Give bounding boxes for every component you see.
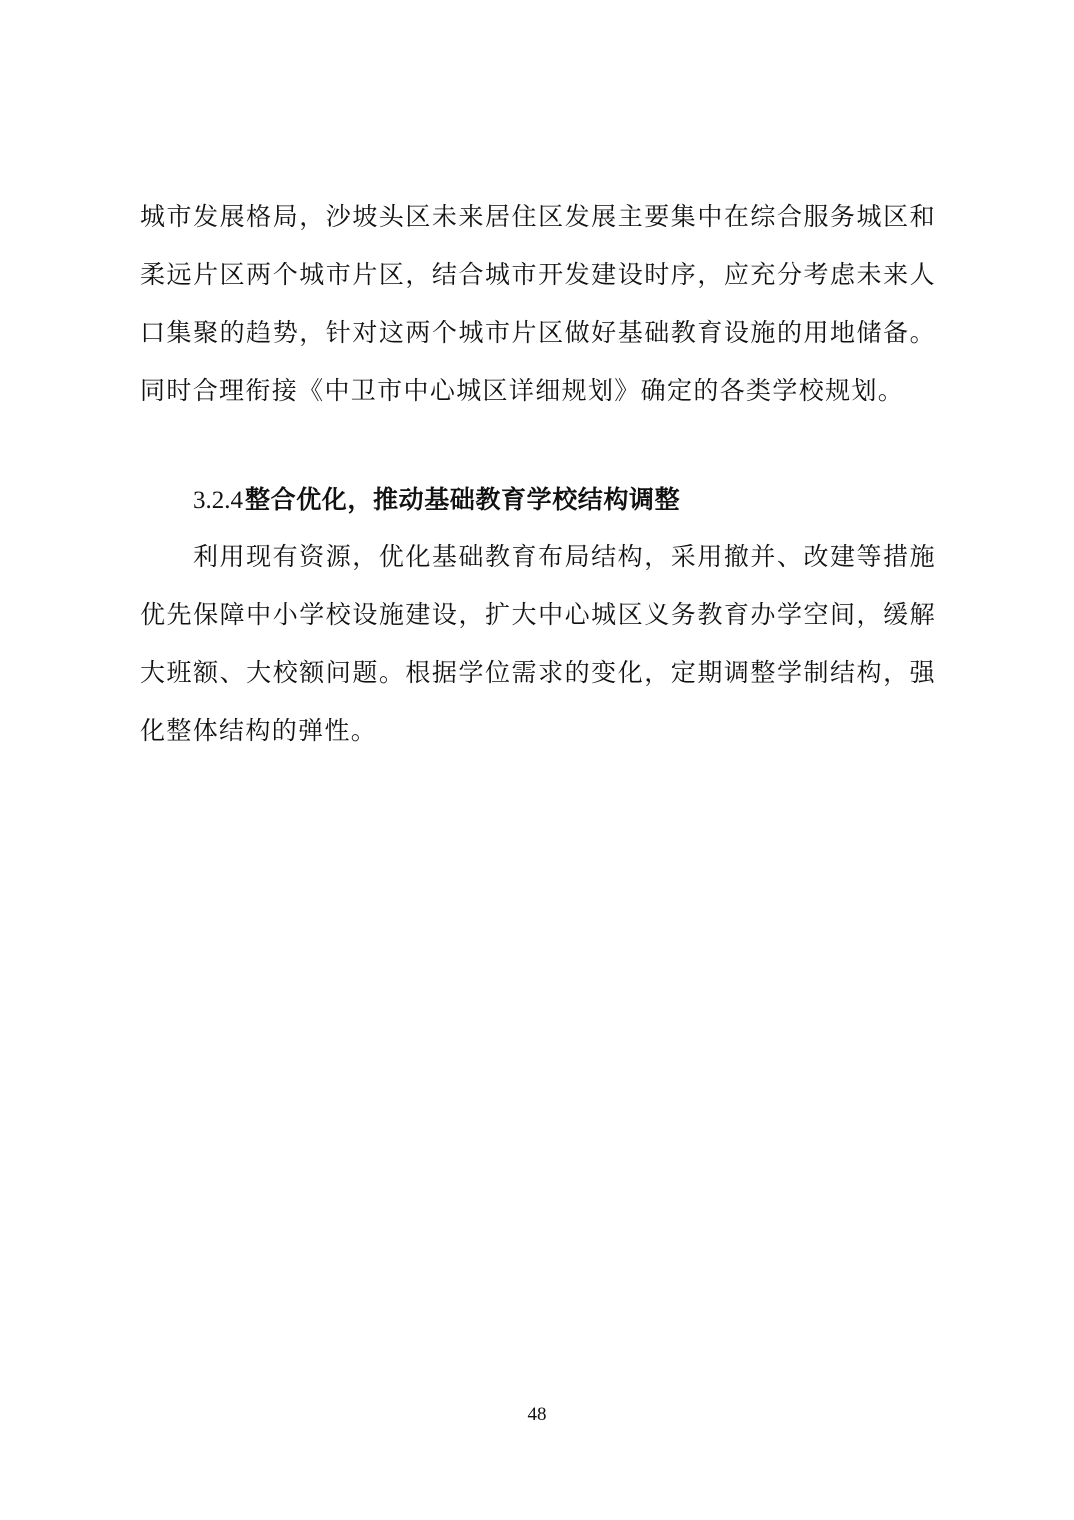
section-number: 3.2.4 [193, 487, 243, 514]
section-title: 整合优化，推动基础教育学校结构调整 [245, 485, 681, 514]
body-paragraph-2: 利用现有资源，优化基础教育布局结构，采用撤并、改建等措施优先保障中小学校设施建设，扩大中心城区义务教育办学空间，缓解大班额、大校额问题。根据学位需求的变化，定期调整学制结构，强化整体结构的弹性。 [140, 542, 936, 745]
body-paragraph: 城市发展格局，沙坡头区未来居住区发展主要集中在综合服务城区和柔远片区两个城市片区，结合城市开发建设时序，应充分考虑未来人口集聚的趋势，针对这两个城市片区做好基础教育设施的用地储备。同时合理衔接《中卫市中心城区详细规划》确定的各类学校规划。 [140, 202, 936, 405]
page-number: 48 [527, 1404, 547, 1425]
section-heading [193, 480, 680, 521]
